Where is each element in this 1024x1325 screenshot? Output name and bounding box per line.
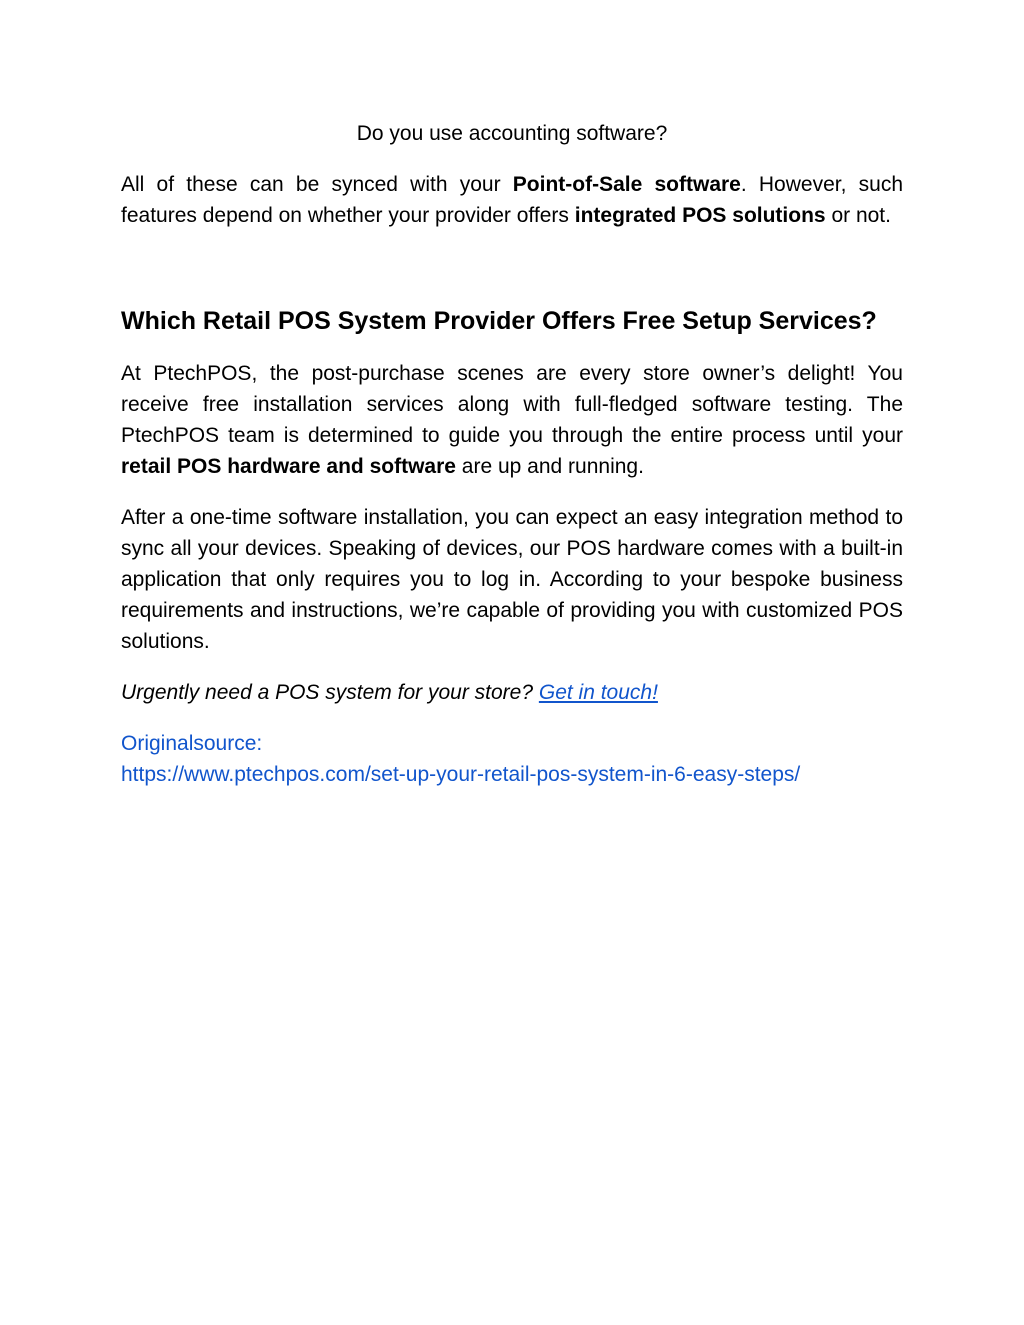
- paragraph-text: . However, such features depend on whether your provider offers: [121, 173, 903, 227]
- paragraph-integration: After a one-time software installation, you can expect an easy integration method to sync all your devices. Speaking of devices, our POS hardware comes with a built-in application that only requires you to log in. According to your bespoke business requirements and instructions, we’re capable of providing you with customized POS solutions.: [121, 506, 903, 653]
- intro-question: Do you use accounting software?: [356, 122, 668, 145]
- section-heading: Which Retail POS System Provider Offers Free Setup Services?: [121, 307, 877, 335]
- paragraph-text: At PtechPOS, the post-purchase scenes are every store owner’s delight! You receive free installation services along with full-fledged software testing. The PtechPOS team is determined to guide you through the entire process until your: [121, 362, 903, 447]
- source-label: Originalsource:: [121, 732, 263, 755]
- cta-text: Urgently need a POS system for your store?: [121, 681, 539, 704]
- source-url-link[interactable]: https://www.ptechpos.com/set-up-your-retail-pos-system-in-6-easy-steps/: [121, 763, 801, 786]
- original-source: [121, 728, 903, 790]
- paragraph-sync-features: [121, 169, 903, 231]
- bold-retail-pos: retail POS hardware and software: [121, 455, 456, 478]
- paragraph-text: All of these can be synced with your: [121, 173, 513, 196]
- document-page: [121, 118, 903, 790]
- paragraph-ptechpos-setup: [121, 358, 903, 482]
- paragraph-text: are up and running.: [455, 455, 644, 478]
- paragraph-text: or not.: [825, 204, 891, 227]
- call-to-action: [121, 677, 903, 708]
- bold-integrated-pos: integrated POS solutions: [574, 204, 826, 227]
- bold-point-of-sale: Point-of-Sale software: [512, 173, 741, 196]
- get-in-touch-link[interactable]: Get in touch!: [538, 681, 658, 704]
